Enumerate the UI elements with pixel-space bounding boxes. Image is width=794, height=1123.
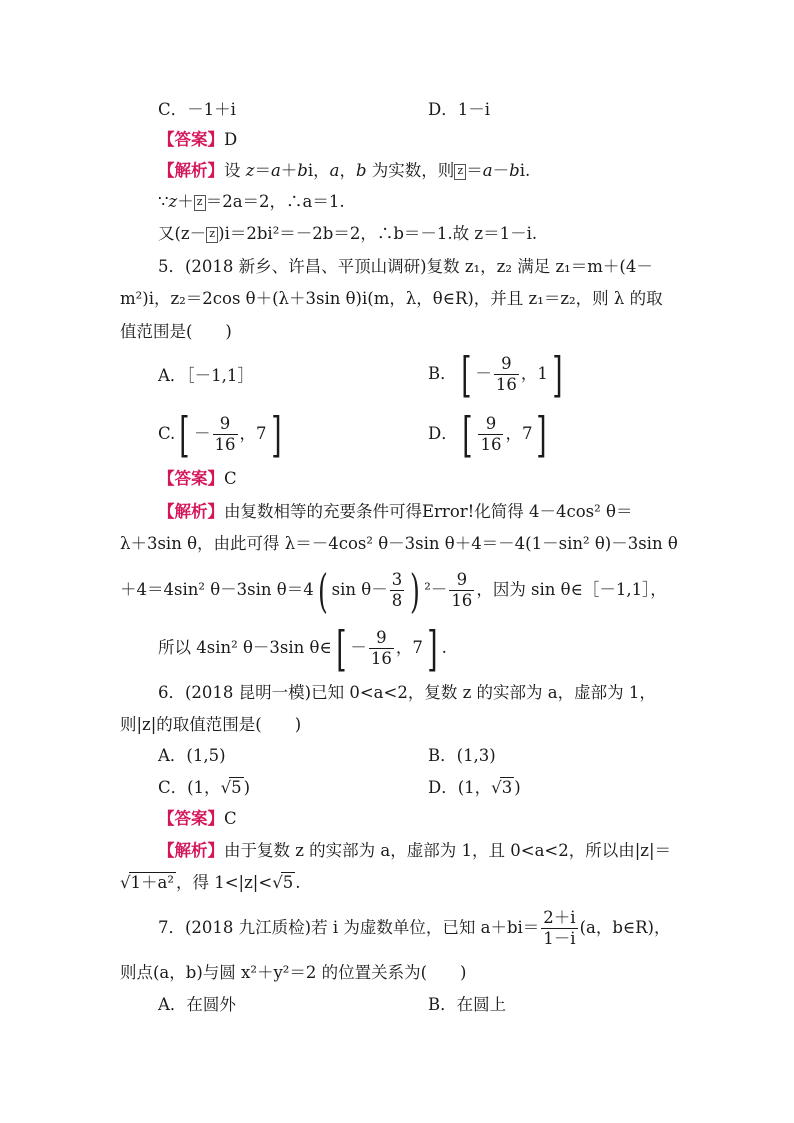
q4-a2-end: ＝2a＝2，∴a＝1. (205, 192, 345, 211)
q5-option-d: D．[ $\frac{9}{16}$ ，7] (428, 406, 547, 463)
q4-a1-pre: 设 (224, 161, 241, 180)
fraction: $\frac{9}{16}$ (214, 414, 236, 454)
fraction: $\frac{9}{16}$ (370, 628, 392, 668)
q4-analysis-line-2: ∵z＋ z ＝2a＝2，∴a＝1. (158, 192, 345, 211)
fraction: $\frac{9}{16}$ (480, 414, 502, 454)
q7-option-a: A．在圆外 (158, 995, 236, 1014)
missing-glyph-box: z (194, 195, 206, 211)
q5-analysis-line-3: ＋4＝4sin² θ－3sin θ＝4( sin θ－ $\frac{3}{8}$ ) ²－ $\frac{9}{16}$ ，因为 sin θ∈［－1,1］， (120, 563, 667, 618)
analysis-tag: 【解析】 (158, 161, 224, 180)
q6-option-c: C．(1，√5 ) (158, 778, 251, 797)
q4-a3-pre: 又(z－ (158, 224, 207, 243)
fraction: $\frac{9}{16}$ (451, 570, 473, 610)
q6-analysis-line-2: √1＋a² ，得 1<|z|<√5 . (120, 873, 301, 892)
q4-answer: D (224, 130, 238, 149)
q4-a2-pre: ∵ (158, 192, 169, 211)
analysis-tag: 【解析】 (158, 841, 224, 860)
fraction: $\frac{9}{16}$ (495, 354, 517, 394)
analysis-tag: 【解析】 (158, 502, 224, 521)
q6-answer-line (158, 807, 237, 831)
q5-option-b: B．[ － $\frac{9}{16}$ ，1] (428, 346, 563, 403)
q6-option-d: D．(1，√3 ) (428, 778, 521, 797)
q4-a3-end: )i＝2bi²＝－2b＝2，∴b＝－1.故 z＝1－i. (218, 224, 538, 243)
answer-tag: 【答案】 (158, 469, 224, 488)
answer-tag: 【答案】 (158, 809, 224, 828)
fraction: $\frac{3}{8}$ (391, 570, 403, 610)
q5-option-b-label: B． (428, 364, 457, 383)
q5-option-c-label: C. (158, 424, 176, 443)
q4-a1-tail: 为实数，则 (371, 161, 455, 180)
q7-option-b: B．在圆上 (428, 995, 507, 1014)
q5-analysis-line-2: λ＋3sin θ，由此可得 λ＝－4cos² θ－3sin θ＋4＝－4(1－sin² θ)－3sin θ (120, 534, 678, 553)
missing-glyph-box: z (206, 227, 218, 243)
q4-answer-line (158, 128, 237, 152)
q5-stem-3: 值范围是( ) (120, 322, 232, 341)
q6-a1: 由于复数 z 的实部为 a，虚部为 1，且 0<a<2，所以由|z|＝ (224, 841, 672, 860)
q5-stem-2: m²)i，z₂＝2cos θ＋(λ＋3sin θ)i(m，λ，θ∈R)，并且 z₁＝z₂，则 λ 的取 (120, 289, 663, 308)
q5-option-c: C.[ － $\frac{9}{16}$ ，7] (158, 406, 282, 463)
q5-answer-line (158, 467, 237, 491)
q4-option-c: C．－1＋i (158, 100, 236, 119)
q4-option-d: D．1－i (428, 100, 491, 119)
q6-option-b: B．(1,3) (428, 746, 496, 765)
q5-analysis-line-4: 所以 4sin² θ－3sin θ∈[ － $\frac{9}{16}$ ，7] . (158, 620, 447, 677)
q4-a1-end: ＝ (466, 161, 483, 180)
q4-analysis-line-3 (158, 222, 537, 246)
q4-a1-mid: ， (313, 161, 330, 180)
q5-option-d-label: D． (428, 424, 458, 443)
q7-stem-1: 7．(2018 九江质检)若 i 为虚数单位，已知 a＋bi＝ $\frac{2+i}{1-i}$ (a，b∈R)， (158, 908, 671, 948)
q6-stem-2: 则|z|的取值范围是( ) (120, 715, 302, 734)
q5-a1: 由复数相等的充要条件可得Error!化简得 4－4cos² θ＝ (224, 502, 633, 521)
q5-analysis-line-1 (158, 500, 632, 524)
q6-analysis-line-1 (158, 839, 671, 863)
q4-analysis-line-1: 【解析】设 z＝a＋bi，a，b 为实数，则 z ＝a－bi. (158, 161, 531, 180)
q5-option-a: A．［－1,1］ (158, 366, 254, 385)
q7-stem-2: 则点(a，b)与圆 x²＋y²＝2 的位置关系为( ) (120, 963, 467, 982)
missing-glyph-box: z (454, 164, 466, 180)
q6-stem-1: 6．(2018 昆明一模)已知 0<a<2，复数 z 的实部为 a，虚部为 1， (158, 683, 656, 702)
q6-option-a: A．(1,5) (158, 746, 226, 765)
answer-tag: 【答案】 (158, 130, 224, 149)
q5-stem-1: 5．(2018 新乡、许昌、平顶山调研)复数 z₁，z₂ 满足 z₁＝m＋(4－ (158, 257, 653, 276)
q6-answer: C (224, 809, 237, 828)
q5-answer: C (224, 469, 237, 488)
fraction: $\frac{2+i}{1-i}$ (543, 908, 576, 948)
